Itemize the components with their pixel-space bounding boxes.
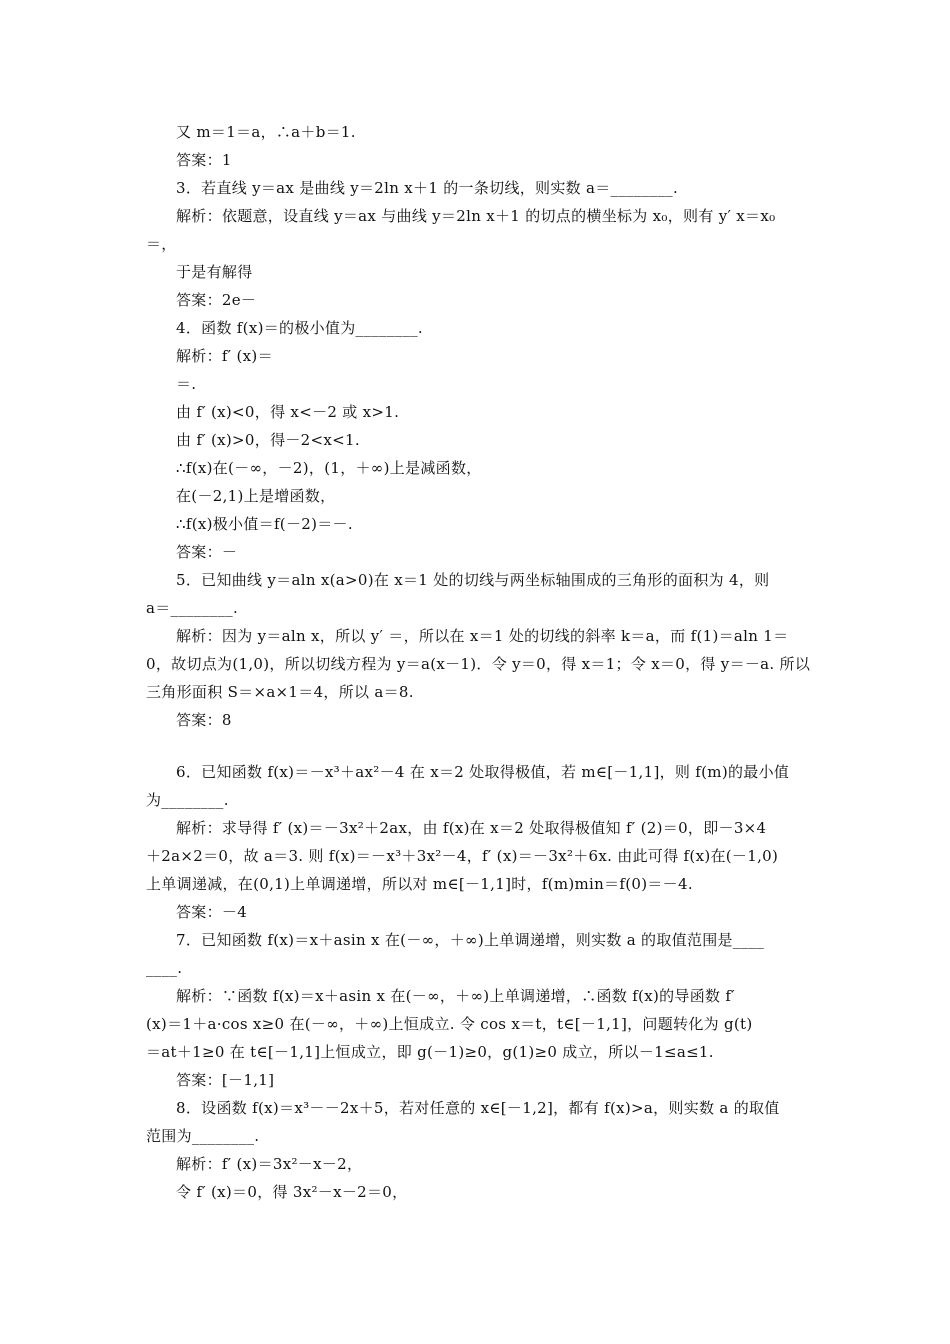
text-line: 范围为________. [146,1127,260,1145]
text-line: 在(－2,1)上是增函数， [176,487,336,505]
text-line: 上单调递减，在(0,1)上单调递增，所以对 m∈[－1,1]时，f(m)min＝f(0)＝－4. [146,875,693,893]
question-4: 4．函数 f(x)＝的极小值为________. [176,319,423,337]
answer-line: 答案：1 [176,151,232,169]
text-line: ＝. [176,375,197,393]
text-line: a＝________. [146,599,239,617]
question-3: 3．若直线 y＝ax 是曲线 y＝2ln x＋1 的一条切线，则实数 a＝________. [176,179,679,197]
text-line: ＝， [146,235,177,253]
text-line: ＝at＋1≥0 在 t∈[－1,1]上恒成立，即 g(－1)≥0，g(1)≥0 成立，所以－1≤a≤1. [146,1043,714,1061]
question-5: 5．已知曲线 y＝aln x(a>0)在 x＝1 处的切线与两坐标轴围成的三角形的面积为 4，则 [176,571,770,589]
analysis-line: 解析：求导得 f′ (x)＝－3x²＋2ax，由 f(x)在 x＝2 处取得极值知 f′ (2)＝0，即－3×4 [176,819,767,837]
question-8: 8．设函数 f(x)＝x³－－2x＋5，若对任意的 x∈[－1,2]，都有 f(x)>a，则实数 a 的取值 [176,1099,780,1117]
analysis-line: 解析：依题意，设直线 y＝ax 与曲线 y＝2ln x＋1 的切点的横坐标为 x₀，则有 y′ x＝x₀ [176,207,776,225]
text-line: 由 f′ (x)<0，得 x<－2 或 x>1. [176,403,400,421]
text-line: 由 f′ (x)>0，得－2<x<1. [176,431,360,449]
text-line: ∴f(x)极小值＝f(－2)＝－. [176,515,353,533]
text-line: 为________. [146,791,229,809]
question-7: 7．已知函数 f(x)＝x＋asin x 在(－∞，＋∞)上单调递增，则实数 a 的取值范围是____ [176,931,765,949]
text-line: 又 m＝1＝a，∴a＋b＝1. [176,123,356,141]
answer-line: 答案：[－1,1] [176,1071,275,1089]
text-line: 0，故切点为(1,0)，所以切线方程为 y＝a(x－1)．令 y＝0，得 x＝1；令 x＝0，得 y＝－a. 所以 [146,655,811,673]
text-line: (x)＝1＋a·cos x≥0 在(－∞，＋∞)上恒成立. 令 cos x＝t，t∈[－1,1]，问题转化为 g(t) [146,1015,753,1033]
answer-line: 答案：－ [176,543,238,561]
answer-line: 答案：－4 [176,903,248,921]
text-line: ____. [146,959,183,977]
analysis-line: 解析：因为 y＝aln x，所以 y′ ＝，所以在 x＝1 处的切线的斜率 k＝a，而 f(1)＝aln 1＝ [176,627,789,645]
analysis-line: 解析：f′ (x)＝ [176,347,273,365]
analysis-line: 解析：f′ (x)＝3x²－x－2， [176,1155,363,1173]
answer-line: 答案：8 [176,711,232,729]
text-line: 三角形面积 S＝×a×1＝4，所以 a＝8. [146,683,414,701]
text-line: ∴f(x)在(－∞，－2)，(1，＋∞)上是减函数， [176,459,482,477]
text-line: 于是有解得 [176,263,253,281]
text-line: 令 f′ (x)＝0，得 3x²－x－2＝0， [176,1183,408,1201]
analysis-line: 解析：∵函数 f(x)＝x＋asin x 在(－∞，＋∞)上单调递增，∴函数 f(x)的导函数 f′ [176,987,735,1005]
question-6: 6．已知函数 f(x)＝－x³＋ax²－4 在 x＝2 处取得极值，若 m∈[－1,1]，则 f(m)的最小值 [176,763,790,781]
answer-line: 答案：2e－ [176,291,257,309]
text-line: ＋2a×2＝0，故 a＝3. 则 f(x)＝－x³＋3x²－4，f′ (x)＝－3x²＋6x. 由此可得 f(x)在(－1,0) [146,847,779,865]
